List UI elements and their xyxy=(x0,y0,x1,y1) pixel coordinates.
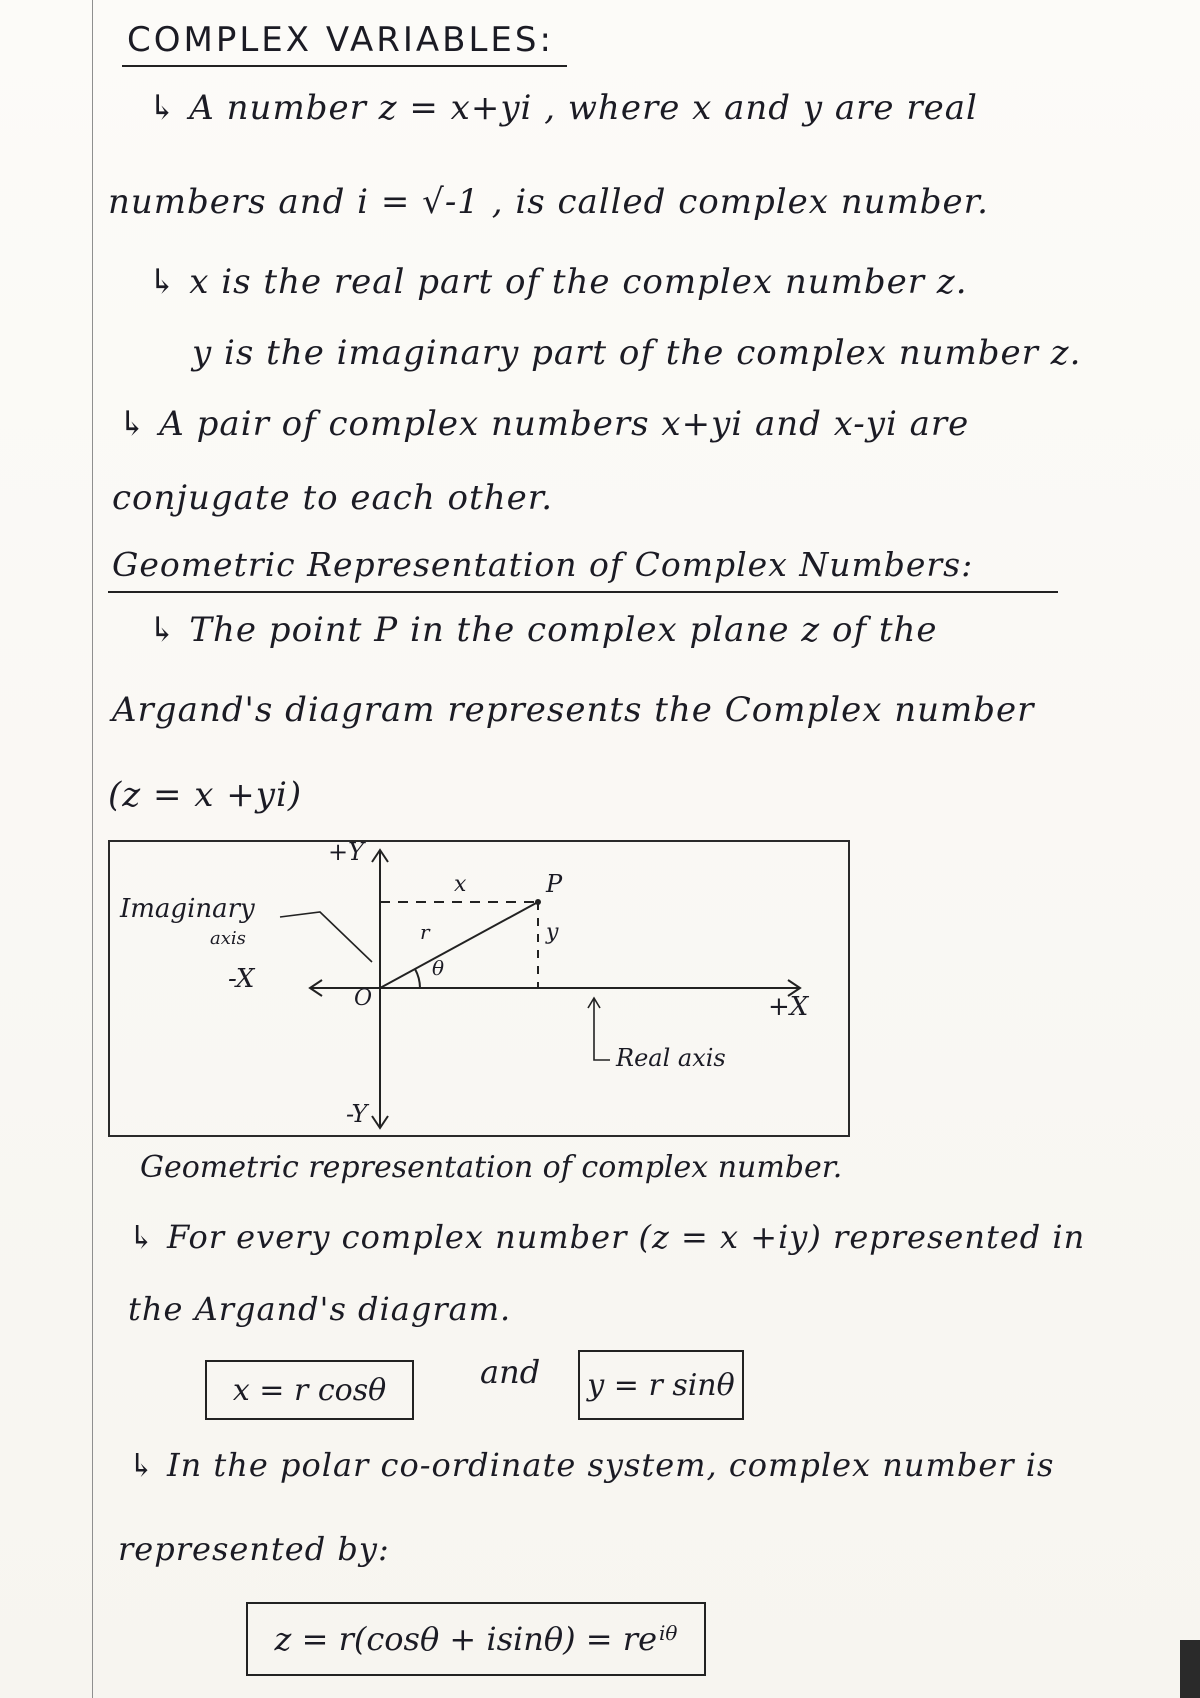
page-title: COMPLEX VARIABLES: xyxy=(127,20,554,60)
minus-x-label: -X xyxy=(228,964,255,994)
real-axis-pointer xyxy=(594,998,610,1060)
polar-exponent: iθ xyxy=(659,1621,678,1645)
plus-y-label: +Y xyxy=(328,838,364,866)
x-formula-box: x = r cosθ xyxy=(205,1360,414,1420)
point-p-dot xyxy=(535,899,541,905)
diagram-caption: Geometric representation of complex number. xyxy=(140,1150,843,1185)
geometric-line-1: ↳ The point P in the complex plane z of the xyxy=(148,610,938,650)
point-p-label: P xyxy=(546,870,563,898)
argand-diagram-drawing xyxy=(110,842,848,1135)
radius-line xyxy=(380,902,538,988)
imaginary-part-line: y is the imaginary part of the complex number z. xyxy=(192,333,1082,373)
polar-formula-box xyxy=(246,1602,706,1676)
every-line-2: the Argand's diagram. xyxy=(128,1290,512,1328)
definition-line-2: numbers and i = √-1 , is called complex number. xyxy=(108,182,989,222)
imaginary-axis-pointer xyxy=(280,912,372,962)
y-formula-box: y = r sinθ xyxy=(578,1350,744,1420)
section-heading: Geometric Representation of Complex Numbers: xyxy=(112,545,974,584)
page-edge-shadow xyxy=(1180,1640,1200,1698)
polar-line-1: ↳ In the polar co-ordinate system, complex number is xyxy=(128,1446,1055,1484)
theta-label: θ xyxy=(432,956,445,980)
conjugate-line-2: conjugate to each other. xyxy=(112,478,554,518)
real-part-line: ↳ x is the real part of the complex number z. xyxy=(148,262,968,302)
every-line-1: ↳ For every complex number (z = x +iy) represented in xyxy=(128,1218,1086,1256)
theta-arc xyxy=(415,969,420,988)
polar-formula: z = r(cosθ + isinθ) = re xyxy=(274,1620,658,1658)
minus-y-label: -Y xyxy=(346,1100,368,1128)
real-axis-label: Real axis xyxy=(616,1044,726,1072)
geometric-line-2: Argand's diagram represents the Complex number xyxy=(112,690,1035,730)
geometric-line-3: (z = x +yi) xyxy=(108,775,303,815)
section-underline xyxy=(108,591,1058,593)
radius-label: r xyxy=(420,920,430,944)
and-word: and xyxy=(480,1353,541,1391)
argand-diagram xyxy=(108,840,850,1137)
x-distance-label: x xyxy=(454,872,467,897)
imaginary-axis-label: Imaginary xyxy=(120,894,255,924)
margin-line xyxy=(92,0,93,1698)
plus-x-label: +X xyxy=(768,992,809,1022)
y-distance-label: y xyxy=(546,920,559,945)
polar-line-2: represented by: xyxy=(118,1530,390,1568)
conjugate-line-1: ↳ A pair of complex numbers x+yi and x-yi are xyxy=(118,404,970,444)
imaginary-axis-label-2: axis xyxy=(210,928,246,949)
origin-label: O xyxy=(354,986,373,1011)
title-underline xyxy=(122,65,567,67)
definition-line-1: ↳ A number z = x+yi , where x and y are real xyxy=(148,88,978,128)
